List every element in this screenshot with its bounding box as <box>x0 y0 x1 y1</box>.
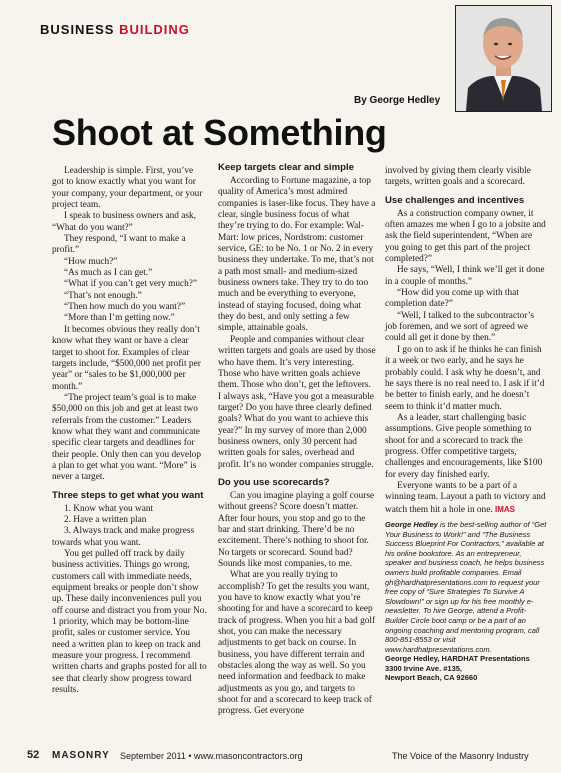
paragraph: Leadership is simple. First, you’ve got to know exactly what you want for your company, your department, or your project team. <box>52 166 203 211</box>
author-portrait-icon <box>456 6 551 111</box>
paragraph <box>385 481 548 516</box>
paragraph: “Well, I talked to the subcontractor’s job foremen, and we sort of agreed we could all get it done by then.” <box>385 310 534 344</box>
paragraph: According to Fortune magazine, a top quality of America’s most admired companies is laser-like focus. They have a clear, single business focus of what they’re trying to do. For example: Wal-Mart: low prices, Nordstrom: customer service, GE: to be No. 1 or No. 2 in every business they undertake. To me, that’s not a path most small- and medium-sized business owners take. They try to do too much and be everything to everyone, instead of staying focused, doing what they do best, and only setting a few simple, attainable goals. <box>218 176 376 334</box>
paragraph: “The project team’s goal is to make $50,000 on this job and get at least two referrals from the customer.” Leaders know what they want and communicate specific clear targets and deadlines for their people. Only then can you develop a plan to get what you want. “More” is never a target. <box>52 392 201 483</box>
paragraph: As a leader, start challenging basic assumptions. Give people something to shoot for and a scorecard to track the progress. Offer competitive targets, challenges and encouragements, like $100 for every day finished early. <box>385 412 543 480</box>
paragraph: It becomes obvious they really don’t know what they want or have a clear target to shoot for. Examples of clear targets include, “$500,000 net profit per year” or “sales to be $1,000,000 per month.” <box>52 324 201 392</box>
magazine-name: MASONRY <box>52 750 110 761</box>
subheading: Keep targets clear and simple <box>218 162 354 173</box>
section-header <box>40 22 190 37</box>
end-mark: IMAS <box>495 504 515 514</box>
author-photo <box>455 5 552 112</box>
paragraph: “What if you can’t get very much?” <box>64 279 198 290</box>
byline: By George Hedley <box>354 95 441 106</box>
column-3 <box>385 166 548 683</box>
paragraph: Can you imagine playing a golf course without greens? Score doesn’t matter. After four hours, you stop and go to the bar and start drinking. There’d be no excitement. There’s nothing to shoot for. No targets or scorecard. Sound bad? Sounds like most companies, to me. <box>218 490 375 569</box>
column-1 <box>52 166 207 696</box>
paragraph: I go on to ask if he thinks he can finish it a week or two early, and he says he probably could. I ask why he doesn’t, and he says there is no real need to. I ask if it’d be better to finish early, and he doesn’t seem to think it’d matter much. <box>385 344 545 412</box>
subheading: Three steps to get what you want <box>52 489 204 501</box>
bio-text: is the best-selling author of “Get Your Business to Work!” and “The Business Success Blueprint For Contractors,” available at his online bookstore. As an entrepreneur, speaker and business coach, he helps business owners build profitable companies. Email gh@hardhatpresentations.com to request your free copy of “Sure Strategies To Survive A Slowdown!” or sign up for his free monthly e-newsletter. To hire George, attend a Profit-Builder Circle boot camp or be a part of an ongoing coaching and mentoring program, call 800-851-8553 or visit www.hardhatpresentations.com. <box>385 519 547 654</box>
page-number: 52 <box>27 749 40 761</box>
paragraph: He says, “Well, I think we’ll get it done in a couple of months.” <box>385 265 545 287</box>
paragraph: I speak to business owners and ask, “What do you want?” <box>52 211 196 233</box>
issue-date-website: September 2011 • www.masoncontractors.org <box>120 751 303 761</box>
paragraph: What are you really trying to accomplish? To get the results you want, you have to know exactly what you’re shooting for and have a scorecard to keep track of progress. When you hit a bad golf shot, you can make the necessary adjustments to get back on course. In business, you have different terrain and obstacles along the way as well. So you need information and feedback to make adjustments as you go, and targets to shoot for and a scorecard to keep track of progress. Get everyone <box>218 570 376 717</box>
subheading: Do you use scorecards? <box>218 476 330 488</box>
paragraph: “How did you come up with that completion date?” <box>385 288 519 310</box>
list-item: 3. Always track and make progress towards what you want. <box>52 526 195 548</box>
paragraph: You get pulled off track by daily business activities. Things go wrong, customers call with immediate needs, equipment breaks or people don’t show up. These daily inconveniences pull you off course and distract you from your No. 1 priority, which may be bottom-line profit, sales or customer service. You need a written plan to keep on track and measure your progress. I recommend written charts and graphs posted for all to see that clearly show progress toward results. <box>52 549 207 696</box>
subheading: Use challenges and incentives <box>385 194 525 206</box>
paragraph: “Then how much do you want?” <box>64 302 186 313</box>
paragraph: involved by giving them clearly visible targets, written goals and a scorecard. <box>385 166 531 188</box>
paragraph: “That’s not enough.” <box>64 290 142 301</box>
bio-address-line: George Hedley, HARDHAT Presentations <box>385 654 530 664</box>
list-item: 1. Know what you want <box>64 503 154 514</box>
paragraph: “How much?” <box>64 256 118 267</box>
author-bio <box>385 520 548 683</box>
paragraph-text: Everyone wants to be a part of a winning team. Layout a path to victory and watch them hit a hole in one. <box>385 480 546 515</box>
paragraph: “As much as I can get.” <box>64 268 153 279</box>
paragraph: “More than I’m getting now.” <box>64 313 175 324</box>
bio-address-line: Newport Beach, CA 92660 <box>385 673 478 683</box>
paragraph: People and companies without clear written targets and goals are used by those who have them. It’s very interesting. Those who have written goals achieve them. Those who don’t, get the leftovers. I always ask, “Have you got a measurable target? Do you have three clearly defined goals? What do you want to achieve this year?” In my survey of more than 2,000 business owners, only 30 percent had written goals for sales, overhead and profit. It’s no wonder companies struggle. <box>218 334 376 470</box>
paragraph: As a construction company owner, it often amazes me when I go to a jobsite and ask the field superintendent, “When are you going to get this part of the project completed?” <box>385 208 546 265</box>
bio-author-name: George Hedley <box>385 519 438 529</box>
paragraph: They respond, “I want to make a profit.” <box>52 234 186 256</box>
list-item: 2. Have a written plan <box>64 514 147 525</box>
article-title: Shoot at Something <box>52 112 387 153</box>
magazine-tagline: The Voice of the Masonry Industry <box>392 751 529 761</box>
bio-address-line: 3300 Irvine Ave. #135, <box>385 663 462 673</box>
section-label-building: BUILDING <box>119 22 190 37</box>
section-label-business: BUSINESS <box>40 22 115 37</box>
column-2 <box>218 162 376 718</box>
